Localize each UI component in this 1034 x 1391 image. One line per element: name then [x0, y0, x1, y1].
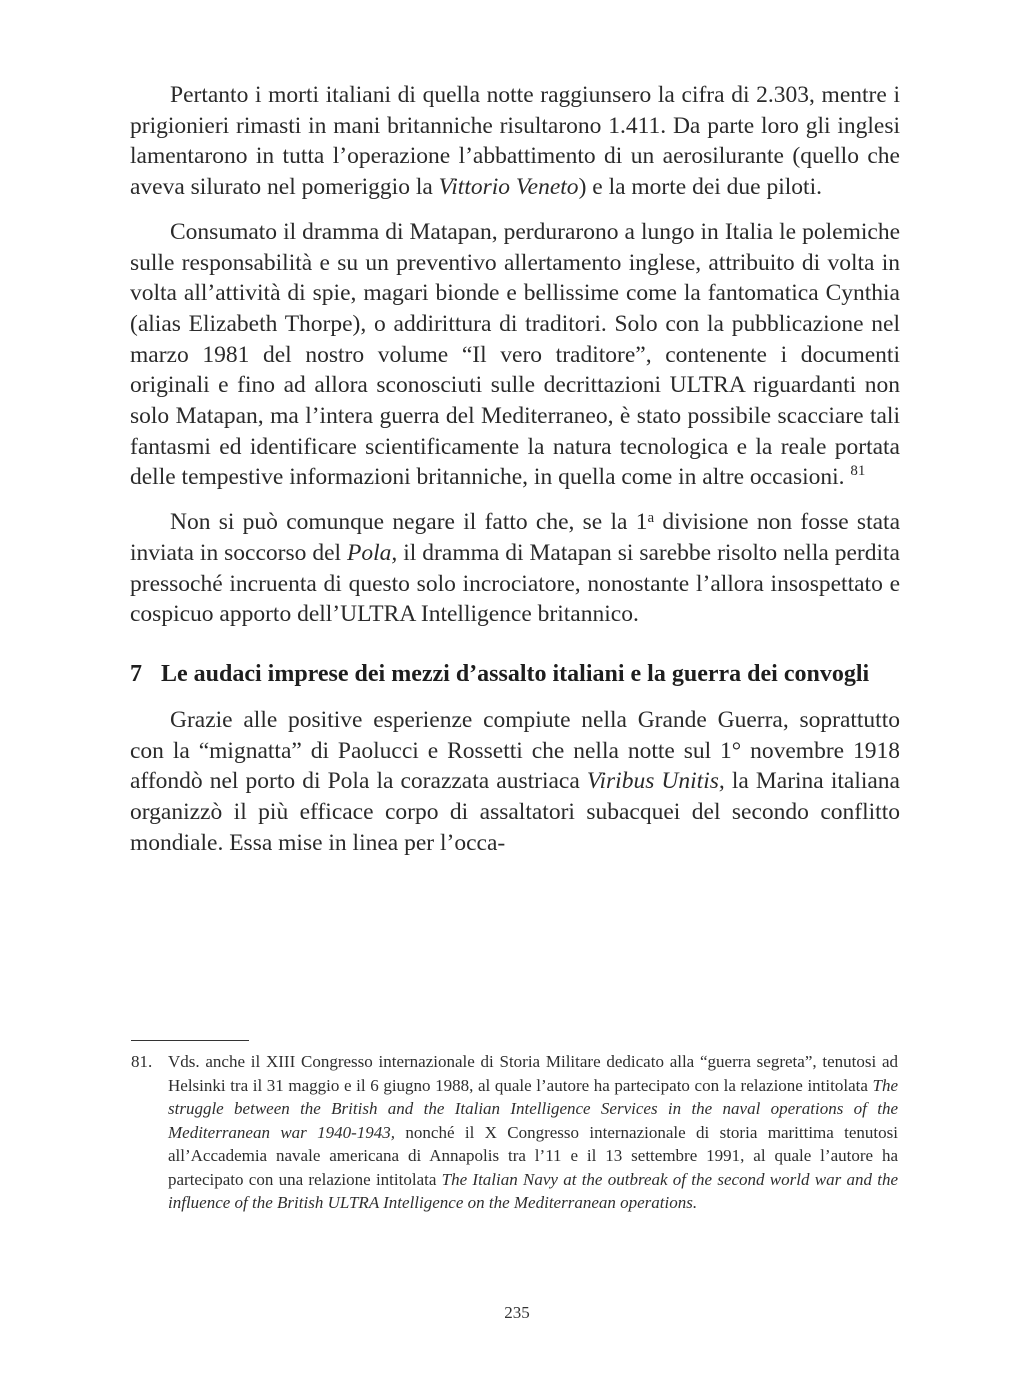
footnote-italic-2: The Italian Navy at the outbreak of the second world war and the influence of the British ULTRA Intelligence on the Mediterranean operations. — [168, 1169, 898, 1212]
paragraph-3-ordinal: a — [647, 510, 655, 527]
paragraph-3-text-after: il dramma di Matapan si sarebbe risolto nella perdita pressoché incruenta di questo solo incrociatore, nonostante l’allora insospettato e cospicuo apporto dell’ULTRA Intelligence britannico. — [130, 539, 900, 628]
paragraph-1-italic: Vittorio Veneto — [438, 174, 579, 201]
section-title: Le audaci imprese dei mezzi d’assalto italiani e la guerra dei convogli — [161, 660, 870, 687]
paragraph-4-text: Grazie alle positive esperienze compiute nella Grande Guerra, soprattutto con la “mignatta” di Paolucci e Rossetti che nella notte sul 1° novembre 1918 affondò nel porto di Pola la corazzata austriaca — [130, 706, 900, 795]
paragraph-4-italic: Viribus Unitis, — [586, 768, 725, 795]
page-number: 235 — [504, 1303, 530, 1322]
footnote-text — [168, 1050, 898, 1215]
footnote-text-1: Vds. anche il XIII Congresso internazionale di Storia Militare dedicato alla “guerra segreta”, tenutosi ad Helsinki tra il 31 maggio e il 6 giugno 1988, al quale l’autore ha partecipato con la relazione intitolata — [168, 1052, 898, 1095]
paragraph-2 — [130, 217, 900, 493]
paragraph-1-text-after: ) e la morte dei due piloti. — [578, 174, 822, 201]
paragraph-3-italic: Pola, — [347, 539, 398, 566]
footnote-ref-81[interactable]: 81 — [850, 463, 866, 480]
paragraph-2-text: Consumato il dramma di Matapan, perdurarono a lungo in Italia le polemiche sulle responsabilità e su un preventivo allertamento inglese, attribuito di volta in volta all’attività di spie, magari bionde e bellissime come la fantomatica Cynthia (alias Elizabeth Thorpe), o addirittura di traditori. Solo con la pubblicazione nel marzo 1981 del nostro volume “Il vero traditore”, contenente i documenti originali e fino ad allora sconosciuti sulle decrittazioni ULTRA riguardanti non solo Matapan, ma l’intera guerra del Mediterraneo, è stato possibile scacciare tali fantasmi ed identificare scientificamente la natura tecnologica e la reale portata delle tempestive informazioni britanniche, in quella come in altre occasioni. — [130, 218, 900, 491]
section-number: 7 — [130, 660, 142, 687]
paragraph-3-text-mid: divisione non fosse stata inviata in soccorso del — [130, 509, 901, 566]
paragraph-1-text: Pertanto i morti italiani di quella notte raggiunsero la cifra di 2.303, mentre i prigionieri rimasti in mani britanniche risultarono 1.411. Da parte loro gli inglesi lamentarono in tutta l’operazione l’abbattimento di un aerosilurante (quello che aveva silurato nel pomeriggio la — [130, 82, 900, 201]
footnote-text-2: nonché il X Congresso internazionale di storia marittima tenutosi all’Accademia navale americana di Annapolis tra l’11 e il 13 settembre 1991, al quale l’autore ha partecipato con una relazione intitolata — [168, 1122, 898, 1189]
page-body — [130, 80, 900, 858]
paragraph-4 — [130, 705, 900, 859]
section-heading — [130, 659, 900, 689]
paragraph-3 — [130, 507, 900, 630]
paragraph-4-text-after: la Marina italiana organizzò il più efficace corpo di assaltatori subacquei del secondo conflitto mondiale. Essa mise in linea per l’occa- — [130, 768, 900, 856]
paragraph-3-text-before: Non si può comunque negare il fatto che, se la 1 — [170, 509, 648, 536]
paragraph-1 — [130, 80, 900, 203]
footnote-italic-1: The struggle between the British and the Italian Intelligence Services in the naval operations of the Mediterranean war 1940-1943, — [168, 1075, 898, 1142]
footnote-81 — [131, 1050, 898, 1215]
footnote-number: 81. — [131, 1052, 153, 1071]
footnote-divider — [131, 1040, 249, 1041]
